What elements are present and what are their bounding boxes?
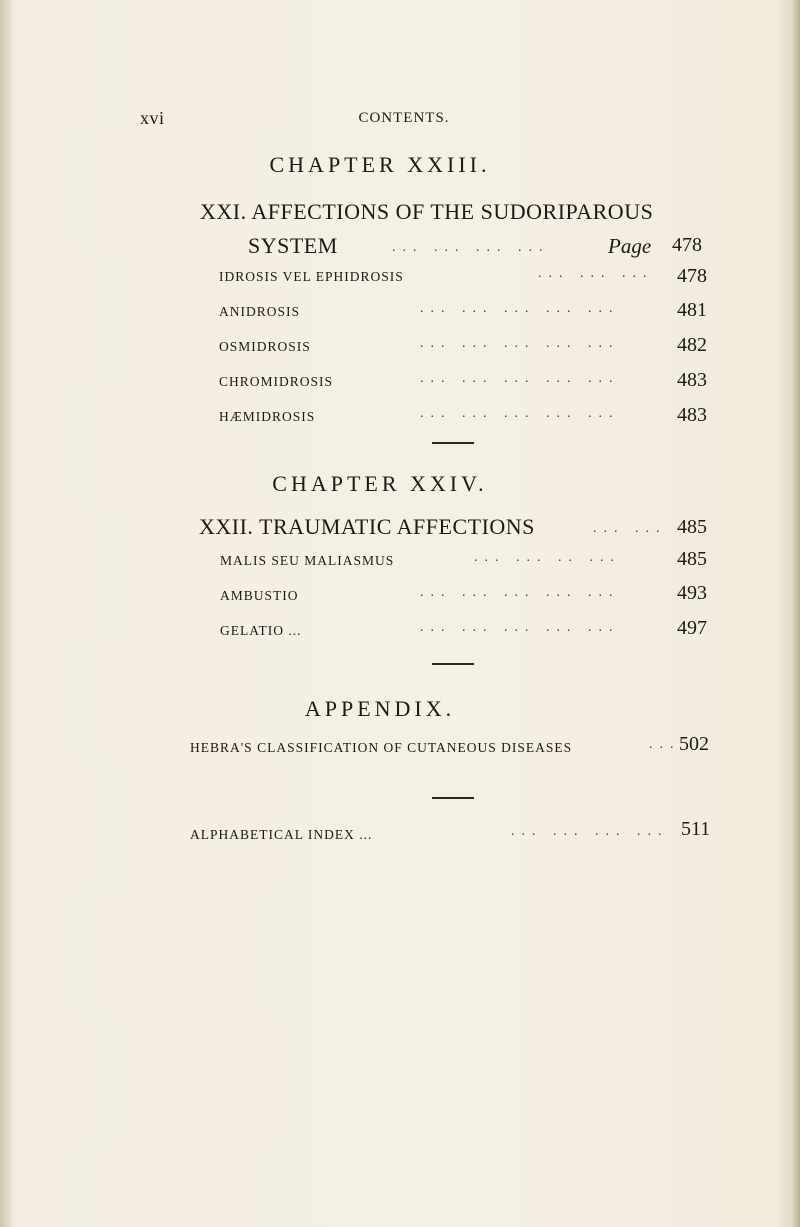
chapter-24-section-title: XXII. TRAUMATIC AFFECTIONS xyxy=(199,514,535,539)
entry-page: 483 xyxy=(677,369,707,391)
entry-dots: ... ... ... ... ... xyxy=(420,371,620,386)
entry-page: 482 xyxy=(677,334,707,356)
entry-dots: ... ... ... ... ... xyxy=(420,585,620,600)
chapter-23-section-title-line1: XXI. AFFECTIONS OF THE SUDORIPAROUS xyxy=(200,199,654,224)
appendix-heading: APPENDIX. xyxy=(304,696,456,721)
chapter-23-section-title-line2: SYSTEM xyxy=(248,233,338,258)
entry-dots: ... ... ... ... ... xyxy=(420,301,620,316)
entry-page: 497 xyxy=(677,617,707,639)
entry-page: 483 xyxy=(677,404,707,426)
entry-page: 478 xyxy=(677,265,707,287)
section-divider xyxy=(432,797,474,799)
entry-dots: ... ... ... xyxy=(538,266,654,281)
section-divider xyxy=(432,442,474,444)
entry-title: GELATIO ... xyxy=(220,623,302,638)
chapter-23-heading: CHAPTER XXIII. xyxy=(269,152,491,177)
entry-page: 511 xyxy=(681,818,711,840)
entry-title: ALPHABETICAL INDEX ... xyxy=(190,827,373,842)
chapter-24-section-page: 485 xyxy=(677,516,707,538)
page-label: Page xyxy=(608,234,652,258)
section-divider xyxy=(432,663,474,665)
chapter-24-section-dots: ... ... xyxy=(593,521,667,536)
page-right-edge xyxy=(790,0,800,1227)
entry-dots: ... ... ... ... xyxy=(511,824,669,839)
page-left-edge xyxy=(0,0,12,1227)
entry-dots: ... ... ... ... ... xyxy=(420,620,620,635)
entry-title: OSMIDROSIS xyxy=(219,339,311,354)
running-title: CONTENTS. xyxy=(358,110,450,126)
entry-page: 485 xyxy=(677,548,707,570)
entry-title: CHROMIDROSIS xyxy=(219,374,334,389)
entry-title: HEBRA'S CLASSIFICATION OF CUTANEOUS DISEASES xyxy=(190,740,573,755)
entry-title: MALIS SEU MALIASMUS xyxy=(220,553,395,568)
entry-title: AMBUSTIO xyxy=(220,588,299,603)
entry-page: 493 xyxy=(677,582,707,604)
entry-title: IDROSIS VEL EPHIDROSIS xyxy=(219,269,404,284)
entry-dots: ... ... ... ... ... xyxy=(420,406,620,421)
page-number: xvi xyxy=(140,108,165,128)
chapter-23-section-page: 478 xyxy=(672,234,702,256)
entry-dots: ... ... .. ... xyxy=(474,550,621,565)
chapter-24-heading: CHAPTER XXIV. xyxy=(272,471,488,496)
entry-page: 481 xyxy=(677,299,707,321)
entry-page: 502 xyxy=(679,733,709,755)
entry-title: ANIDROSIS xyxy=(219,304,301,319)
chapter-23-section-dots: ... ... ... ... xyxy=(392,240,550,255)
entry-title: HÆMIDROSIS xyxy=(219,409,316,424)
entry-dots: ... ... ... ... ... xyxy=(420,336,620,351)
entry-dots: ... xyxy=(649,737,681,752)
